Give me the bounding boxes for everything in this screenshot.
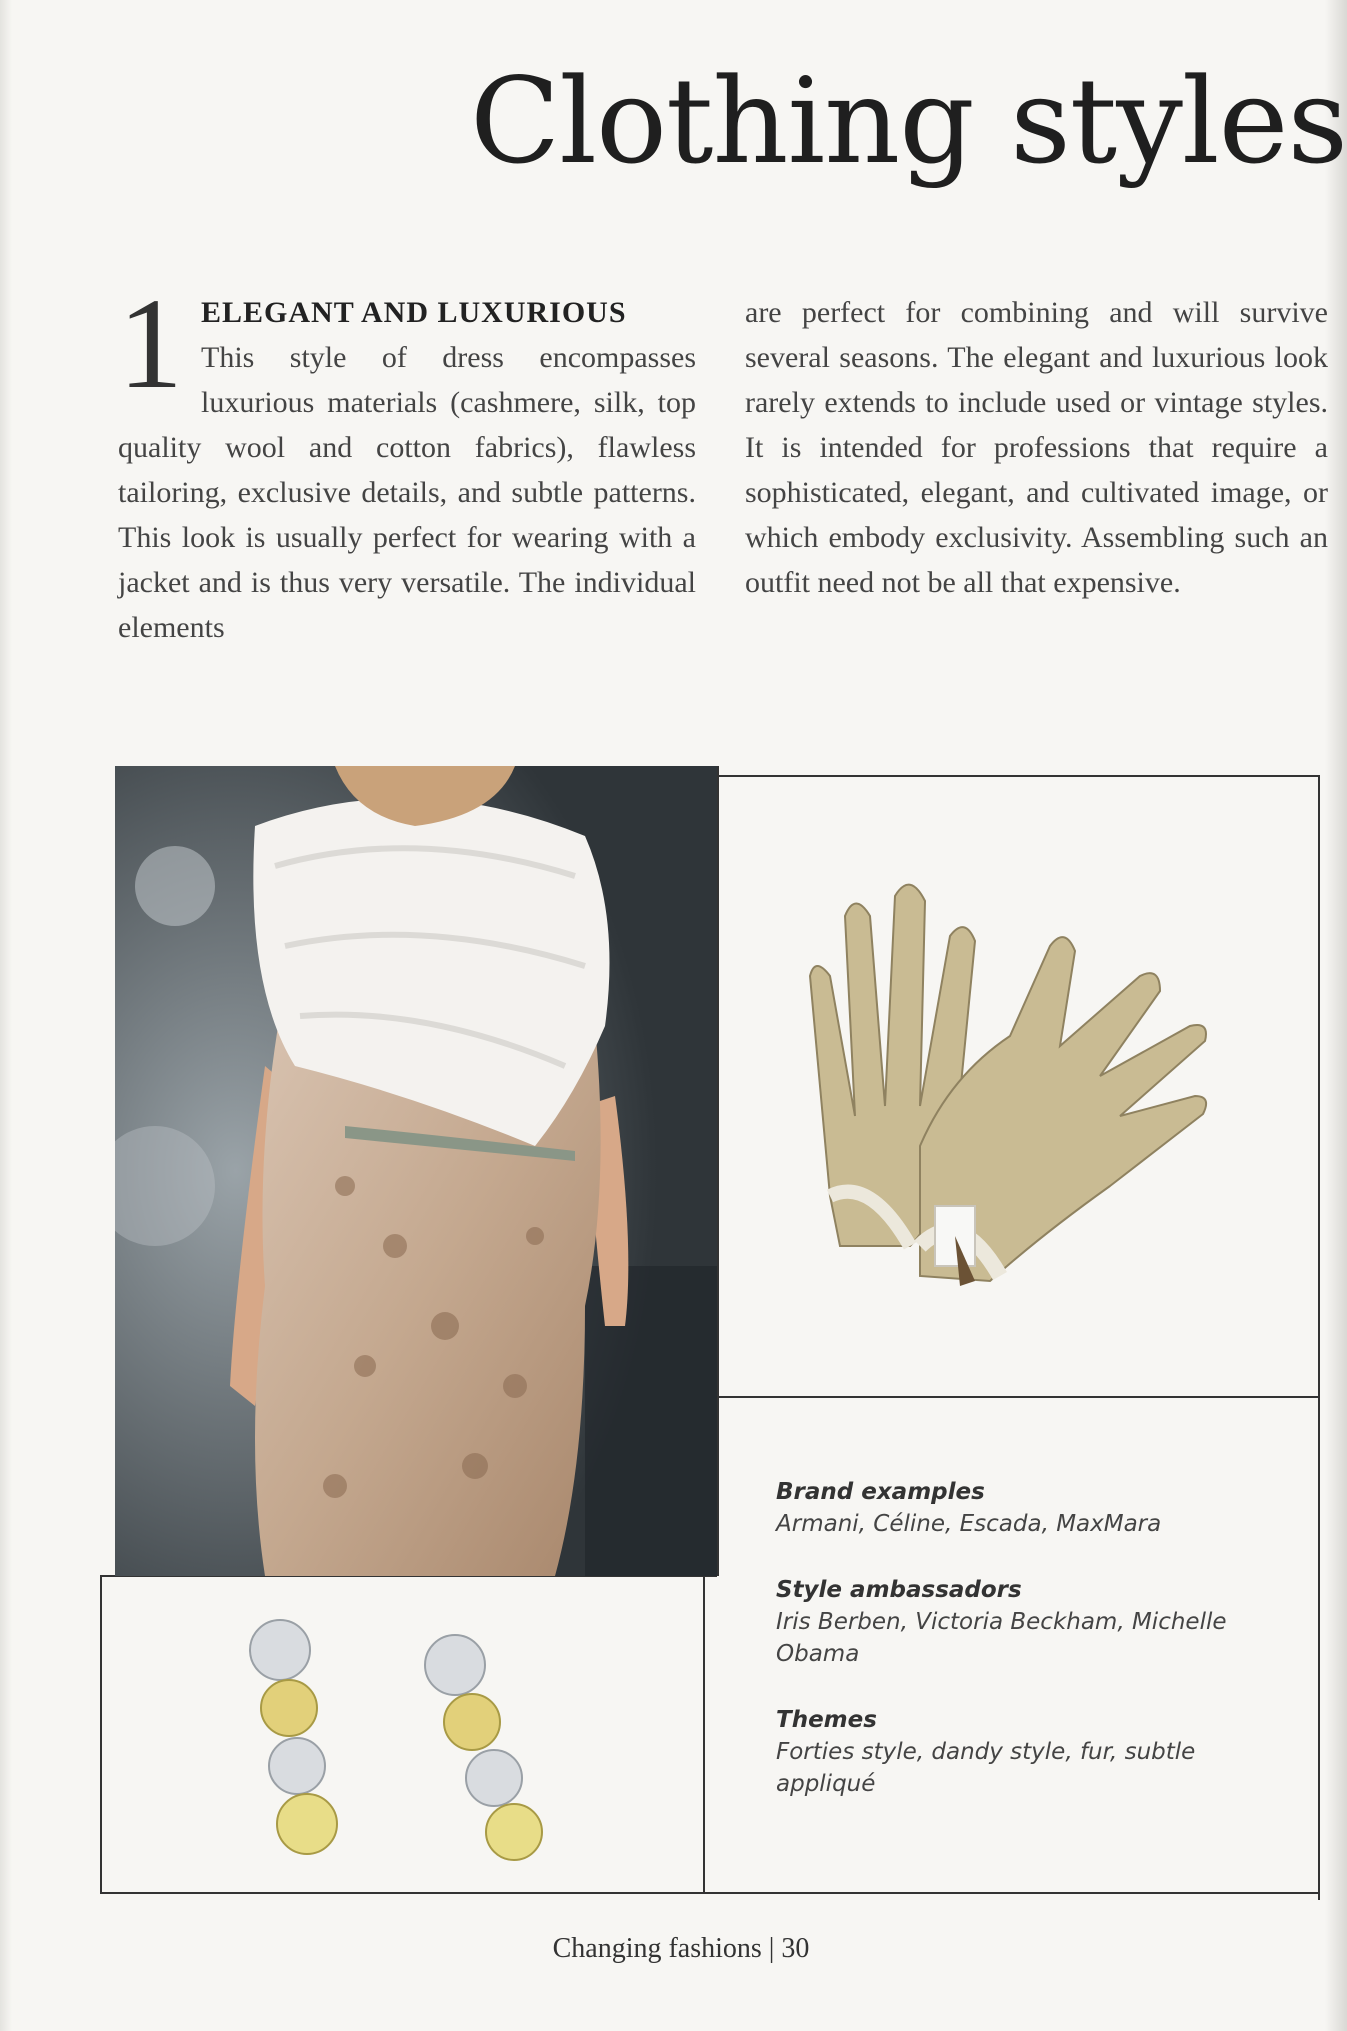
themes-label: Themes (776, 1707, 877, 1733)
themes-text: Forties style, dandy style, fur, subtle appliqué (776, 1739, 1196, 1797)
page-title: Clothing styles (469, 52, 1347, 190)
page-edge-shade (1325, 0, 1347, 2031)
frame-line-bottom (100, 1892, 1320, 1894)
frame-line-middle (703, 1576, 705, 1894)
earrings-illustration (102, 1580, 702, 1880)
frame-line-right (1318, 775, 1320, 1900)
gloves-illustration (720, 776, 1315, 1396)
brand-examples-label: Brand examples (776, 1479, 985, 1505)
frame-line-under-gloves (717, 1396, 1320, 1398)
page-gutter-shade (0, 0, 12, 2031)
footer-text: Changing fashions | 30 (552, 1933, 810, 1964)
body-text-right: are perfect for combining and will survive several seasons. The elegant and luxurious look rarely extends to include used or vintage styles. It is intended for professions that require a sophisticated, elegant, and cultivated image, or which embody exclusivity. Assembling such an outfit need not be all that expensive. (745, 296, 1328, 599)
page-footer (0, 1933, 1347, 1965)
section-heading: ELEGANT AND LUXURIOUS (201, 296, 627, 329)
text-column-right (745, 290, 1328, 605)
section-number: 1 (118, 272, 183, 416)
text-column-left (118, 272, 696, 650)
style-info-box (776, 1476, 1296, 1834)
gloves-photo (720, 776, 1315, 1396)
dress-photo (115, 766, 717, 1576)
body-text-left: This style of dress encompasses luxurious materials (cashmere, silk, top quality wool and cotton fabrics), flawless tailoring, exclusive details, and subtle patterns. This look is usually perfect for wearing with a jacket and is thus very versatile. The individual elements (118, 341, 696, 644)
dress-illustration (115, 766, 717, 1576)
style-ambassadors-text: Iris Berben, Victoria Beckham, Michelle Obama (776, 1609, 1227, 1667)
frame-line-photo-divider (717, 766, 719, 1576)
brand-examples-text: Armani, Céline, Escada, MaxMara (776, 1511, 1162, 1537)
style-ambassadors-label: Style ambassadors (776, 1577, 1022, 1603)
earrings-photo (102, 1580, 702, 1880)
